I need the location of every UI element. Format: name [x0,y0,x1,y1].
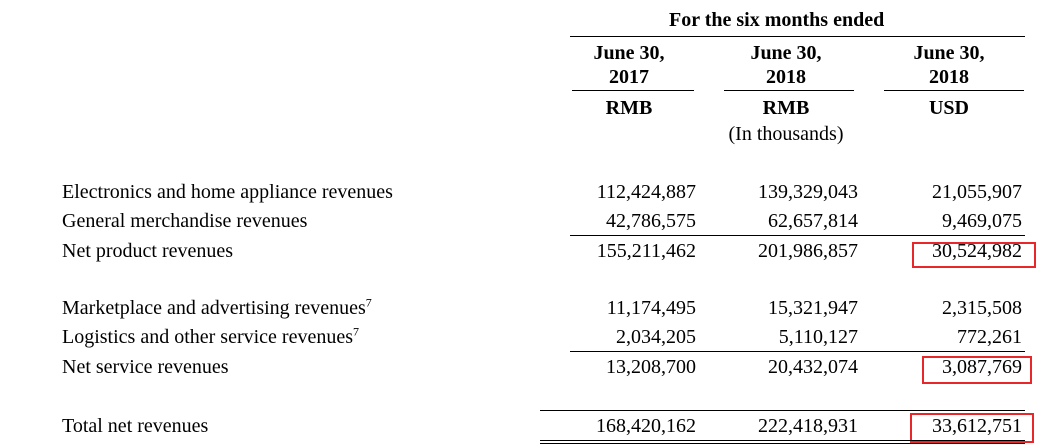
col1-year: 2017 [609,66,649,88]
logistics-footnote: 7 [353,324,360,339]
marketplace-label-text: Marketplace and advertising revenues [62,297,366,319]
row-label-marketplace [62,297,372,320]
row-label-logistics [62,326,359,349]
highlight-net-product-usd [912,242,1036,268]
row-net-product-2018-usd: 30,524,982 [932,240,1022,262]
row-total-2018-usd: 33,612,751 [932,415,1022,437]
row-logistics-2018-usd: 772,261 [957,326,1022,348]
row-general-2018-rmb: 62,657,814 [768,210,858,232]
product-subtotal-rule [570,235,1025,236]
row-total-2018-rmb: 222,418,931 [758,415,858,437]
highlight-total-usd [910,413,1034,443]
row-net-service-2018-usd: 3,087,769 [942,356,1022,378]
total-double-rule-1 [540,440,1025,441]
row-label-net-service: Net service revenues [62,356,229,378]
highlight-net-service-usd [922,356,1032,384]
row-general-2017: 42,786,575 [606,210,696,232]
total-top-rule [540,410,1025,411]
row-total-2017: 168,420,162 [596,415,696,437]
col3-year: 2018 [929,66,969,88]
row-label-total-net: Total net revenues [62,415,209,437]
period-underline [570,36,1025,37]
row-marketplace-2018-rmb: 15,321,947 [768,297,858,319]
col2-year: 2018 [766,66,806,88]
row-general-2018-usd: 9,469,075 [942,210,1022,232]
row-label-general-merchandise: General merchandise revenues [62,210,308,232]
row-logistics-2017: 2,034,205 [616,326,696,348]
col3-currency: USD [928,97,969,119]
period-header: For the six months ended [669,9,885,31]
row-net-product-2017: 155,211,462 [596,240,696,262]
units-label: (In thousands) [728,123,844,145]
row-electronics-2018-rmb: 139,329,043 [758,181,858,203]
col1-date: June 30, [593,42,665,64]
row-electronics-2017: 112,424,887 [596,181,696,203]
col3-header-underline [884,90,1024,91]
col2-date: June 30, [750,42,822,64]
row-net-service-2017: 13,208,700 [606,356,696,378]
row-net-product-2018-rmb: 201,986,857 [758,240,858,262]
col2-currency: RMB [762,97,810,119]
row-logistics-2018-rmb: 5,110,127 [778,326,858,348]
col1-currency: RMB [605,97,653,119]
row-marketplace-2017: 11,174,495 [606,297,696,319]
col3-date: June 30, [913,42,985,64]
row-electronics-2018-usd: 21,055,907 [932,181,1022,203]
marketplace-footnote: 7 [365,295,372,310]
row-label-net-product: Net product revenues [62,240,234,262]
row-marketplace-2018-usd: 2,315,508 [942,297,1022,319]
col2-header-underline [724,90,854,91]
service-subtotal-rule [570,351,1025,352]
row-net-service-2018-rmb: 20,432,074 [768,356,858,378]
logistics-label-text: Logistics and other service revenues [62,326,354,348]
col1-header-underline [572,90,694,91]
total-double-rule-2 [540,443,1025,444]
row-label-electronics: Electronics and home appliance revenues [62,181,393,203]
